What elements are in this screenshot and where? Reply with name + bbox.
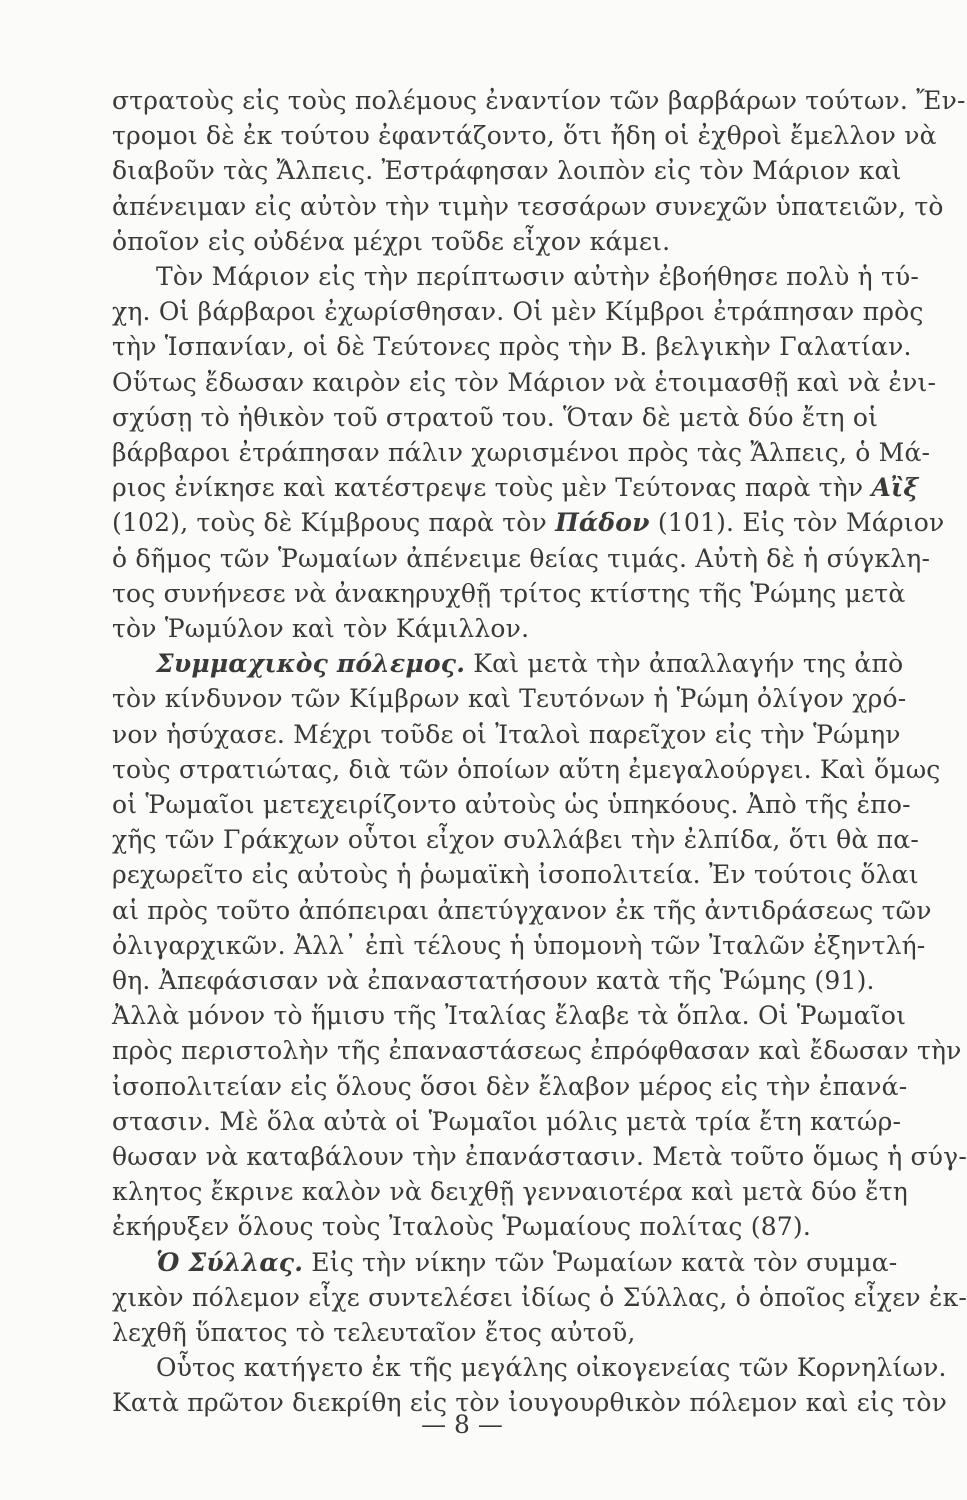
text-line — [112, 1034, 962, 1068]
line-text: οἱ Ῥωμαῖοι μετεχειρίζοντο αὐτοὺς ὡς ὑπηκόους. Ἀπὸ τῆς ἐπο- — [112, 790, 911, 819]
text-line — [112, 964, 875, 998]
line-text: Οὕτως ἔδωσαν καιρὸν εἰς τὸν Μάριον νὰ ἑτοιμασθῇ καὶ νὰ ἐνι- — [112, 367, 937, 397]
line-text: χῆς τῶν Γράκχων οὗτοι εἶχον συλλάβει τὴν ἐλπίδα, ὅτι θὰ πα- — [112, 825, 919, 855]
page-number: — 8 — — [421, 1410, 503, 1439]
line-text: βάρβαροι ἐτράπησαν πάλιν χωρισμένοι πρὸς τὰς Ἄλπεις, ὁ Μά- — [112, 438, 931, 467]
line-text: νον ἡσύχασε. Μέχρι τοῦδε οἱ Ἰταλοὶ παρεῖχον εἰς τὴν Ῥώμην — [112, 719, 901, 749]
place-name: Αἲξ — [871, 473, 919, 503]
line-text: στρατοὺς εἰς τοὺς πολέμους ἐναντίον τῶν βαρβάρων τούτων. Ἔν- — [112, 86, 966, 115]
line-text: Κατὰ πρῶτον διεκρίθη εἰς τὸν ἰουγουρθικὸν πόλεμον καὶ εἰς τὸν — [112, 1388, 947, 1418]
text-line — [112, 154, 902, 188]
line-text: ἰσοπολιτείαν εἰς ὅλους ὅσοι δὲν ἔλαβον μέρος εἰς τὴν ἐπανά- — [112, 1071, 908, 1101]
section-heading: Συμμαχικὸς πόλεμος. — [156, 649, 466, 679]
text-line — [112, 858, 919, 892]
line-text: τὸν Ῥωμύλον καὶ τὸν Κάμιλλον. — [112, 614, 530, 643]
line-text: ἀπένειμαν εἰς αὐτὸν τὴν τιμὴν τεσσάρων συνεχῶν ὑπατειῶν, τὸ — [112, 191, 944, 221]
line-text: διαβοῦν τὰς Ἄλπεις. Ἐστράφησαν λοιπὸν εἰς τὸν Μάριον καὶ — [112, 156, 902, 186]
text-line — [112, 506, 945, 540]
text-line — [112, 84, 966, 118]
text-line — [112, 436, 931, 470]
line-text: ὁποῖον εἰς οὐδένα μέχρι τοῦδε εἶχον κάμει. — [112, 226, 671, 256]
line-text: Οὗτος κατήγετο ἐκ τῆς μεγάλης οἰκογενείας τῶν Κορνηλίων. — [156, 1353, 947, 1383]
text-line — [112, 753, 941, 787]
line-text: πρὸς περιστολὴν τῆς ἐπαναστάσεως ἐπρόφθασαν καὶ ἔδωσαν τὴν — [112, 1036, 962, 1066]
text-line — [112, 542, 931, 576]
text-line — [112, 1140, 967, 1174]
line-text: ὁ δῆμος τῶν Ῥωμαίων ἀπένειμε θείας τιμάς. Αὐτὴ δὲ ἡ σύγκλη- — [112, 543, 931, 573]
text-line — [112, 1070, 908, 1104]
text-line — [112, 1175, 908, 1209]
text-line — [112, 1281, 967, 1315]
text-line — [156, 647, 904, 681]
line-text: τος συνήνεσε νὰ ἀνακηρυχθῇ τρίτος κτίστης τῆς Ῥώμης μετὰ — [112, 578, 906, 608]
text-line — [112, 823, 919, 857]
line-text: αἱ πρὸς τοῦτο ἀπόπειραι ἀπετύγχανον ἐκ τῆς ἀντιδράσεως τῶν — [112, 895, 932, 925]
text-line — [112, 612, 872, 646]
text-line — [156, 1351, 947, 1385]
text-line — [112, 366, 937, 400]
line-text: (102), τοὺς δὲ Κίμβρους παρὰ τὸν — [112, 508, 547, 538]
text-line — [112, 1210, 872, 1244]
text-line — [112, 119, 937, 153]
line-text: στασιν. Μὲ ὅλα αὐτὰ οἱ Ῥωμαῖοι μόλις μετὰ τρία ἔτη κατώρ- — [112, 1106, 902, 1136]
line-text: Εἰς τὴν νίκην τῶν Ῥωμαίων κατὰ τὸν συμμα- — [311, 1247, 898, 1277]
text-line — [112, 718, 901, 752]
line-text: Καὶ μετὰ τὴν ἀπαλλαγήν της ἀπὸ — [473, 649, 904, 679]
text-line — [112, 999, 907, 1033]
line-text: λεχθῆ ὕπατος τὸ τελευταῖον ἔτος αὐτοῦ, — [112, 1318, 636, 1347]
text-line — [112, 401, 879, 435]
section-heading: Ὁ Σύλλας. — [156, 1247, 304, 1277]
line-text: θη. Ἀπεφάσισαν νὰ ἐπαναστατήσουν κατὰ τῆς Ῥώμης (91). — [112, 966, 875, 995]
line-text: τὸν κίνδυνον τῶν Κίμβρων καὶ Τευτόνων ἡ Ῥώμη ὀλίγον χρό- — [112, 684, 907, 714]
line-text: ριος ἐνίκησε καὶ κατέστρεψε τοὺς μὲν Τεύτονας παρὰ τὴν — [112, 473, 864, 503]
line-text: χικὸν πόλεμον εἶχε συντελέσει ἰδίως ὁ Σύλλας, ὁ ὁποῖος εἶχεν ἐκ- — [112, 1282, 967, 1312]
line-text: σχύσῃ τὸ ἠθικὸν τοῦ στρατοῦ του. Ὅταν δὲ μετὰ δύο ἔτη οἱ — [112, 402, 879, 432]
text-line — [112, 929, 926, 963]
line-text: κλητος ἔκρινε καλὸν νὰ δειχθῇ γενναιοτέρα καὶ μετὰ δύο ἔτη — [112, 1177, 908, 1207]
line-text: χη. Οἱ βάρβαροι ἐχωρίσθησαν. Οἱ μὲν Κίμβροι ἐτράπησαν πρὸς — [112, 297, 924, 327]
text-line — [112, 894, 932, 928]
line-text: ὀλιγαρχικῶν. Ἀλλ᾽ ἐπὶ τέλους ἡ ὑπομονὴ τῶν Ἰταλῶν ἐξηντλή- — [112, 930, 926, 960]
text-line — [112, 577, 906, 611]
line-text: Ἀλλὰ μόνον τὸ ἥμισυ τῆς Ἰταλίας ἔλαβε τὰ ὅπλα. Οἱ Ῥωμαῖοι — [112, 1001, 907, 1031]
text-line — [112, 788, 911, 822]
text-line — [112, 1105, 902, 1139]
line-text: ἐκήρυξεν ὅλους τοὺς Ἰταλοὺς Ῥωμαίους πολίτας (87). — [112, 1212, 812, 1242]
text-line — [112, 1316, 872, 1350]
text-line — [112, 225, 872, 259]
place-name: Πάδον — [555, 508, 650, 538]
text-line — [112, 330, 912, 364]
text-line — [156, 260, 920, 294]
text-line — [112, 471, 919, 505]
text-line — [156, 1246, 898, 1280]
text-line — [112, 190, 944, 224]
line-text: (101). Εἰς τὸν Μάριον — [657, 508, 945, 538]
line-text: Τὸν Μάριον εἰς τὴν περίπτωσιν αὐτὴν ἐβοήθησε πολὺ ἡ τύ- — [156, 262, 920, 291]
text-line — [112, 682, 907, 716]
line-text: τὴν Ἱσπανίαν, οἱ δὲ Τεύτονες πρὸς τὴν Β. βελγικὴν Γαλατίαν. — [112, 332, 912, 362]
line-text: τρομοι δὲ ἐκ τούτου ἐφαντάζοντο, ὅτι ἤδη οἱ ἐχθροὶ ἔμελλον νὰ — [112, 121, 937, 151]
line-text: θωσαν νὰ καταβάλουν τὴν ἐπανάστασιν. Μετὰ τοῦτο ὅμως ἡ σύγ- — [112, 1142, 967, 1171]
text-line — [112, 295, 924, 329]
line-text: ρεχωρεῖτο εἰς αὐτοὺς ἡ ῥωμαϊκὴ ἰσοπολιτεία. Ἐν τούτοις ὅλαι — [112, 860, 919, 890]
line-text: τοὺς στρατιώτας, διὰ τῶν ὁποίων αὕτη ἐμεγαλούργει. Καὶ ὅμως — [112, 754, 941, 784]
